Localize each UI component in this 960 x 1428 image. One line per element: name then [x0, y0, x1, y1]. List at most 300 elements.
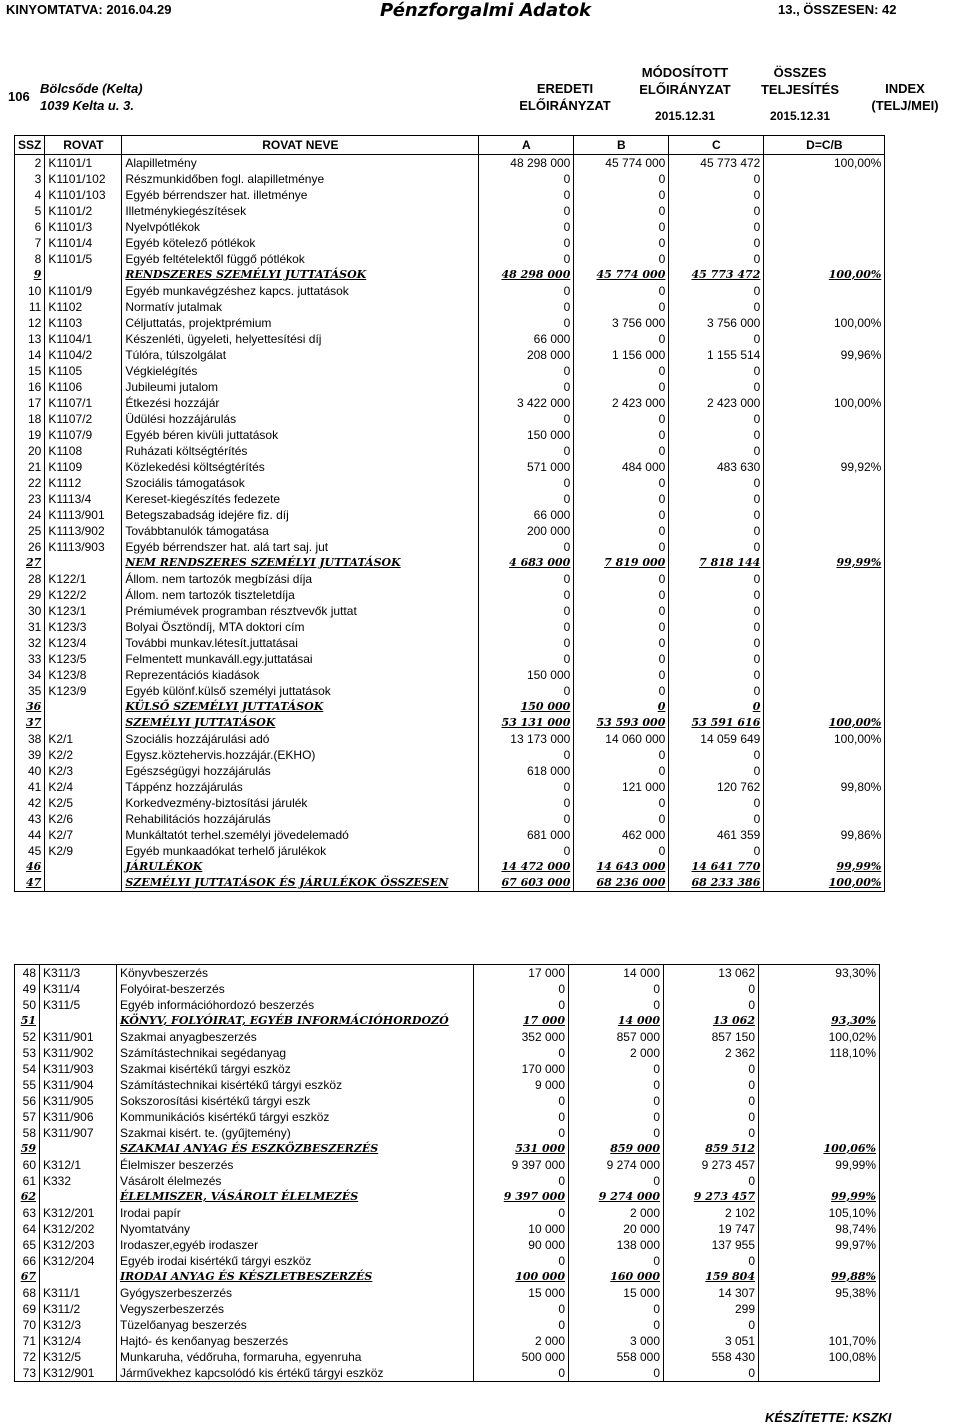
table-row: [15, 363, 885, 379]
row-name: Élelmiszer beszerzés: [117, 1157, 474, 1173]
row-name: Végkielégítés: [122, 363, 479, 379]
table-row: [15, 747, 885, 763]
row-ssz: 58: [15, 1125, 40, 1141]
row-rovat: K1112: [45, 475, 122, 491]
row-index: [759, 1253, 880, 1269]
row-a: 0: [479, 635, 574, 651]
row-index: 100,00%: [764, 315, 885, 331]
row-rovat: K1108: [45, 443, 122, 459]
row-a: 100 000: [474, 1269, 569, 1285]
row-name: Egyéb különf.külső személyi juttatások: [122, 683, 479, 699]
table-row: [15, 811, 885, 827]
row-rovat: K1113/4: [45, 491, 122, 507]
row-b: 14 000: [569, 965, 664, 982]
row-c: 0: [669, 523, 764, 539]
row-c: 159 804: [664, 1269, 759, 1285]
row-rovat: K1101/4: [45, 235, 122, 251]
row-rovat: K123/9: [45, 683, 122, 699]
row-a: 681 000: [479, 827, 574, 843]
row-index: [759, 1077, 880, 1093]
row-name: Céljuttatás, projektprémium: [122, 315, 479, 331]
row-name: IRODAI ANYAG ÉS KÉSZLETBESZERZÉS: [117, 1269, 474, 1285]
row-c: 2 423 000: [669, 395, 764, 411]
row-ssz: 3: [15, 171, 45, 187]
row-b: 0: [574, 491, 669, 507]
row-index: [759, 1317, 880, 1333]
row-index: [764, 171, 885, 187]
row-b: 0: [574, 219, 669, 235]
row-b: 0: [574, 363, 669, 379]
col-b-header: MÓDOSÍTOTT ELŐIRÁNYZAT 2015.12.31: [639, 65, 731, 123]
table-row: [15, 587, 885, 603]
row-index: [764, 699, 885, 715]
row-index: 100,00%: [764, 715, 885, 731]
row-a: 0: [479, 443, 574, 459]
row-a: 14 472 000: [479, 859, 574, 875]
row-index: 93,30%: [759, 965, 880, 982]
row-rovat: K1104/1: [45, 331, 122, 347]
row-a: 0: [474, 1365, 569, 1382]
row-name: SZEMÉLYI JUTTATÁSOK: [122, 715, 479, 731]
row-b: 0: [574, 235, 669, 251]
table-row: [15, 379, 885, 395]
row-a: 150 000: [479, 667, 574, 683]
row-ssz: 15: [15, 363, 45, 379]
row-index: 99,92%: [764, 459, 885, 475]
row-index: 118,10%: [759, 1045, 880, 1061]
print-date: KINYOMTATVA: 2016.04.29: [6, 2, 172, 17]
row-ssz: 21: [15, 459, 45, 475]
row-index: [764, 443, 885, 459]
row-index: [764, 603, 885, 619]
row-b: 0: [574, 411, 669, 427]
row-name: Egyéb béren kivüli juttatások: [122, 427, 479, 443]
row-rovat: K1101/9: [45, 283, 122, 299]
row-b: 0: [569, 1109, 664, 1125]
row-name: Nyomtatvány: [117, 1221, 474, 1237]
row-c: 68 233 386: [669, 875, 764, 892]
row-ssz: 57: [15, 1109, 40, 1125]
row-b: 0: [574, 523, 669, 539]
row-c: 0: [669, 379, 764, 395]
row-a: 0: [479, 651, 574, 667]
row-rovat: K1101/2: [45, 203, 122, 219]
table-row: [15, 1157, 880, 1173]
summary-row: [15, 1269, 880, 1285]
row-ssz: 38: [15, 731, 45, 747]
row-index: [764, 363, 885, 379]
row-ssz: 46: [15, 859, 45, 875]
row-b: 14 000: [569, 1013, 664, 1029]
row-a: 0: [479, 603, 574, 619]
row-b: 160 000: [569, 1269, 664, 1285]
row-c: 0: [664, 981, 759, 997]
row-b: 0: [569, 1125, 664, 1141]
row-c: 2 102: [664, 1205, 759, 1221]
row-a: 618 000: [479, 763, 574, 779]
row-a: 48 298 000: [479, 267, 574, 283]
row-rovat: K122/2: [45, 587, 122, 603]
table-row: [15, 651, 885, 667]
row-ssz: 34: [15, 667, 45, 683]
row-ssz: 64: [15, 1221, 40, 1237]
row-c: 13 062: [664, 1013, 759, 1029]
table-row: [15, 1109, 880, 1125]
column-header-block: [0, 58, 960, 136]
row-a: 0: [479, 811, 574, 827]
row-ssz: 12: [15, 315, 45, 331]
row-rovat: K1101/103: [45, 187, 122, 203]
row-name: Továbbtanulók támogatása: [122, 523, 479, 539]
row-b: 0: [574, 635, 669, 651]
row-index: [759, 1093, 880, 1109]
table-row: [15, 981, 880, 997]
summary-row: [15, 715, 885, 731]
row-index: [764, 235, 885, 251]
row-name: Táppénz hozzájárulás: [122, 779, 479, 795]
row-rovat: K1107/2: [45, 411, 122, 427]
row-c: 53 591 616: [669, 715, 764, 731]
row-b: 9 274 000: [569, 1189, 664, 1205]
row-b: 0: [569, 1317, 664, 1333]
row-ssz: 51: [15, 1013, 40, 1029]
row-ssz: 4: [15, 187, 45, 203]
row-a: 9 397 000: [474, 1157, 569, 1173]
row-c: 14 059 649: [669, 731, 764, 747]
row-name: Szakmai kisért. te. (gyűjtemény): [117, 1125, 474, 1141]
row-name: Egysz.köztehervis.hozzájár.(EKHO): [122, 747, 479, 763]
row-b: 1 156 000: [574, 347, 669, 363]
row-c: 45 773 472: [669, 155, 764, 172]
table-row: [15, 795, 885, 811]
row-a: 10 000: [474, 1221, 569, 1237]
row-ssz: 59: [15, 1141, 40, 1157]
row-ssz: 43: [15, 811, 45, 827]
row-a: 0: [479, 219, 574, 235]
row-b: 0: [574, 603, 669, 619]
table-row: [15, 1333, 880, 1349]
row-name: Munkaruha, védőruha, formaruha, egyenruha: [117, 1349, 474, 1365]
row-name: Egyéb munkaadókat terhelő járulékok: [122, 843, 479, 859]
table-row: [15, 459, 885, 475]
row-c: 0: [664, 1093, 759, 1109]
row-b: 0: [574, 651, 669, 667]
row-b: 0: [574, 475, 669, 491]
row-rovat: K312/1: [40, 1157, 117, 1173]
row-index: [764, 523, 885, 539]
row-a: 0: [479, 299, 574, 315]
row-ssz: 55: [15, 1077, 40, 1093]
row-a: 0: [479, 379, 574, 395]
row-index: [764, 475, 885, 491]
table-row: [15, 171, 885, 187]
row-ssz: 54: [15, 1061, 40, 1077]
row-name: Készenléti, ügyeleti, helyettesítési díj: [122, 331, 479, 347]
table-row: [15, 299, 885, 315]
row-c: 0: [669, 491, 764, 507]
row-ssz: 18: [15, 411, 45, 427]
table-row: [15, 1029, 880, 1045]
table-row: [15, 827, 885, 843]
row-c: 0: [669, 235, 764, 251]
row-index: [764, 491, 885, 507]
table-row: [15, 491, 885, 507]
row-ssz: 26: [15, 539, 45, 555]
table-row: [15, 635, 885, 651]
row-name: Ruházati költségtérítés: [122, 443, 479, 459]
row-c: 0: [669, 667, 764, 683]
row-index: [764, 203, 885, 219]
row-c: 859 512: [664, 1141, 759, 1157]
row-name: Szakmai anyagbeszerzés: [117, 1029, 474, 1045]
row-name: Étkezési hozzájár: [122, 395, 479, 411]
row-b: 14 643 000: [574, 859, 669, 875]
row-a: 0: [474, 1317, 569, 1333]
row-a: 9 000: [474, 1077, 569, 1093]
row-ssz: 24: [15, 507, 45, 523]
row-rovat: K1107/1: [45, 395, 122, 411]
row-c: 0: [669, 571, 764, 587]
table-materials: [14, 964, 880, 1382]
row-rovat: K2/9: [45, 843, 122, 859]
summary-row: [15, 555, 885, 571]
row-a: 90 000: [474, 1237, 569, 1253]
row-b: 0: [569, 1253, 664, 1269]
row-ssz: 35: [15, 683, 45, 699]
row-a: 17 000: [474, 1013, 569, 1029]
row-ssz: 65: [15, 1237, 40, 1253]
row-name: SZAKMAI ANYAG ÉS ESZKÖZBESZERZÉS: [117, 1141, 474, 1157]
table-row: [15, 603, 885, 619]
row-c: 0: [664, 1125, 759, 1141]
row-c: 0: [669, 507, 764, 523]
row-name: Szociális támogatások: [122, 475, 479, 491]
table-row: [15, 683, 885, 699]
row-ssz: 25: [15, 523, 45, 539]
row-b: 0: [574, 683, 669, 699]
row-ssz: 32: [15, 635, 45, 651]
table-column-headers: SSZ ROVAT ROVAT NEVE A B C D=C/B: [15, 136, 885, 155]
row-ssz: 30: [15, 603, 45, 619]
row-rovat: K312/203: [40, 1237, 117, 1253]
row-index: [764, 795, 885, 811]
row-ssz: 62: [15, 1189, 40, 1205]
table-personnel: [14, 135, 885, 892]
row-a: 66 000: [479, 331, 574, 347]
row-index: [764, 683, 885, 699]
row-ssz: 56: [15, 1093, 40, 1109]
row-c: 3 051: [664, 1333, 759, 1349]
row-name: További munkav.létesít.juttatásai: [122, 635, 479, 651]
row-ssz: 14: [15, 347, 45, 363]
row-rovat: K312/5: [40, 1349, 117, 1365]
row-c: 0: [669, 603, 764, 619]
row-b: 53 593 000: [574, 715, 669, 731]
row-c: 7 818 144: [669, 555, 764, 571]
table-row: [15, 1285, 880, 1301]
row-c: 0: [669, 283, 764, 299]
row-a: 150 000: [479, 427, 574, 443]
row-a: 0: [474, 1045, 569, 1061]
row-c: 0: [669, 475, 764, 491]
summary-row: [15, 699, 885, 715]
row-ssz: 37: [15, 715, 45, 731]
row-c: 0: [664, 1173, 759, 1189]
row-index: [764, 427, 885, 443]
row-c: 9 273 457: [664, 1157, 759, 1173]
row-index: [764, 571, 885, 587]
row-rovat: K311/903: [40, 1061, 117, 1077]
row-index: [759, 1061, 880, 1077]
row-ssz: 9: [15, 267, 45, 283]
row-c: 0: [669, 795, 764, 811]
row-rovat: K311/5: [40, 997, 117, 1013]
row-name: Állom. nem tartozók megbízási díja: [122, 571, 479, 587]
row-b: 0: [574, 587, 669, 603]
row-ssz: 22: [15, 475, 45, 491]
row-a: 3 422 000: [479, 395, 574, 411]
row-a: 208 000: [479, 347, 574, 363]
row-name: Munkáltatót terhel.személyi jövedelemadó: [122, 827, 479, 843]
row-c: 0: [669, 683, 764, 699]
row-a: 571 000: [479, 459, 574, 475]
row-b: 0: [574, 539, 669, 555]
row-c: 0: [669, 539, 764, 555]
row-a: 0: [479, 779, 574, 795]
row-c: 0: [669, 427, 764, 443]
row-c: 1 155 514: [669, 347, 764, 363]
row-rovat: K311/4: [40, 981, 117, 997]
row-index: 105,10%: [759, 1205, 880, 1221]
row-a: 0: [479, 539, 574, 555]
table-row: [15, 395, 885, 411]
row-c: 0: [669, 331, 764, 347]
row-a: 531 000: [474, 1141, 569, 1157]
row-c: 461 359: [669, 827, 764, 843]
table-row: [15, 619, 885, 635]
table-row: [15, 667, 885, 683]
row-a: 0: [479, 235, 574, 251]
row-name: Egyéb bérrendszer hat. illetménye: [122, 187, 479, 203]
row-b: 15 000: [569, 1285, 664, 1301]
row-rovat: K311/907: [40, 1125, 117, 1141]
row-b: 0: [574, 187, 669, 203]
row-c: 14 307: [664, 1285, 759, 1301]
row-ssz: 7: [15, 235, 45, 251]
table-row: [15, 1253, 880, 1269]
row-name: Gyógyszerbeszerzés: [117, 1285, 474, 1301]
row-rovat: K123/3: [45, 619, 122, 635]
row-b: 138 000: [569, 1237, 664, 1253]
row-index: [759, 981, 880, 997]
row-index: 100,08%: [759, 1349, 880, 1365]
row-c: 0: [669, 843, 764, 859]
row-b: 45 774 000: [574, 155, 669, 172]
table-row: [15, 1045, 880, 1061]
row-a: 9 397 000: [474, 1189, 569, 1205]
row-rovat: K2/5: [45, 795, 122, 811]
row-a: 0: [474, 1109, 569, 1125]
table-row: [15, 1301, 880, 1317]
row-b: 0: [574, 507, 669, 523]
table-row: [15, 539, 885, 555]
row-rovat: K312/4: [40, 1333, 117, 1349]
row-a: 0: [479, 571, 574, 587]
row-index: 99,99%: [764, 555, 885, 571]
row-c: 0: [669, 171, 764, 187]
row-c: 0: [669, 587, 764, 603]
row-name: Vegyszerbeszerzés: [117, 1301, 474, 1317]
row-b: 0: [574, 171, 669, 187]
row-ssz: 39: [15, 747, 45, 763]
row-index: 100,00%: [764, 395, 885, 411]
row-a: 15 000: [474, 1285, 569, 1301]
row-b: 0: [574, 747, 669, 763]
row-ssz: 73: [15, 1365, 40, 1382]
row-rovat: [40, 1013, 117, 1029]
row-a: 53 131 000: [479, 715, 574, 731]
row-ssz: 31: [15, 619, 45, 635]
row-c: 0: [669, 699, 764, 715]
row-a: 0: [474, 1173, 569, 1189]
row-name: Egyéb kötelező pótlékok: [122, 235, 479, 251]
row-c: 0: [664, 1317, 759, 1333]
row-ssz: 2: [15, 155, 45, 172]
table-row: [15, 1125, 880, 1141]
row-a: 13 173 000: [479, 731, 574, 747]
row-rovat: K2/3: [45, 763, 122, 779]
row-b: 0: [574, 379, 669, 395]
row-rovat: K311/901: [40, 1029, 117, 1045]
row-name: Tüzelőanyag beszerzés: [117, 1317, 474, 1333]
row-rovat: K1101/5: [45, 251, 122, 267]
row-index: [764, 539, 885, 555]
row-rovat: K2/1: [45, 731, 122, 747]
row-rovat: K1105: [45, 363, 122, 379]
row-a: 0: [474, 997, 569, 1013]
row-a: 0: [479, 587, 574, 603]
page-title: Pénzforgalmi Adatok: [380, 0, 592, 21]
row-a: 4 683 000: [479, 555, 574, 571]
row-name: Egészségügyi hozzájárulás: [122, 763, 479, 779]
row-b: 558 000: [569, 1349, 664, 1365]
row-rovat: [45, 875, 122, 892]
row-b: 14 060 000: [574, 731, 669, 747]
row-index: [764, 763, 885, 779]
row-c: 14 641 770: [669, 859, 764, 875]
row-name: Felmentett munkaváll.egy.juttatásai: [122, 651, 479, 667]
table-row: [15, 779, 885, 795]
row-ssz: 48: [15, 965, 40, 982]
row-name: SZEMÉLYI JUTTATÁSOK ÉS JÁRULÉKOK ÖSSZESEN: [122, 875, 479, 892]
row-ssz: 68: [15, 1285, 40, 1301]
row-rovat: K312/201: [40, 1205, 117, 1221]
row-a: 0: [479, 683, 574, 699]
row-index: [764, 811, 885, 827]
row-c: 137 955: [664, 1237, 759, 1253]
row-ssz: 13: [15, 331, 45, 347]
summary-row: [15, 267, 885, 283]
row-a: 0: [474, 1093, 569, 1109]
row-name: Könyvbeszerzés: [117, 965, 474, 982]
row-index: [764, 651, 885, 667]
row-name: Közlekedési költségtérítés: [122, 459, 479, 475]
row-index: [764, 411, 885, 427]
row-b: 0: [574, 811, 669, 827]
row-name: Vásárolt élelmezés: [117, 1173, 474, 1189]
row-rovat: K312/3: [40, 1317, 117, 1333]
row-rovat: [40, 1141, 117, 1157]
